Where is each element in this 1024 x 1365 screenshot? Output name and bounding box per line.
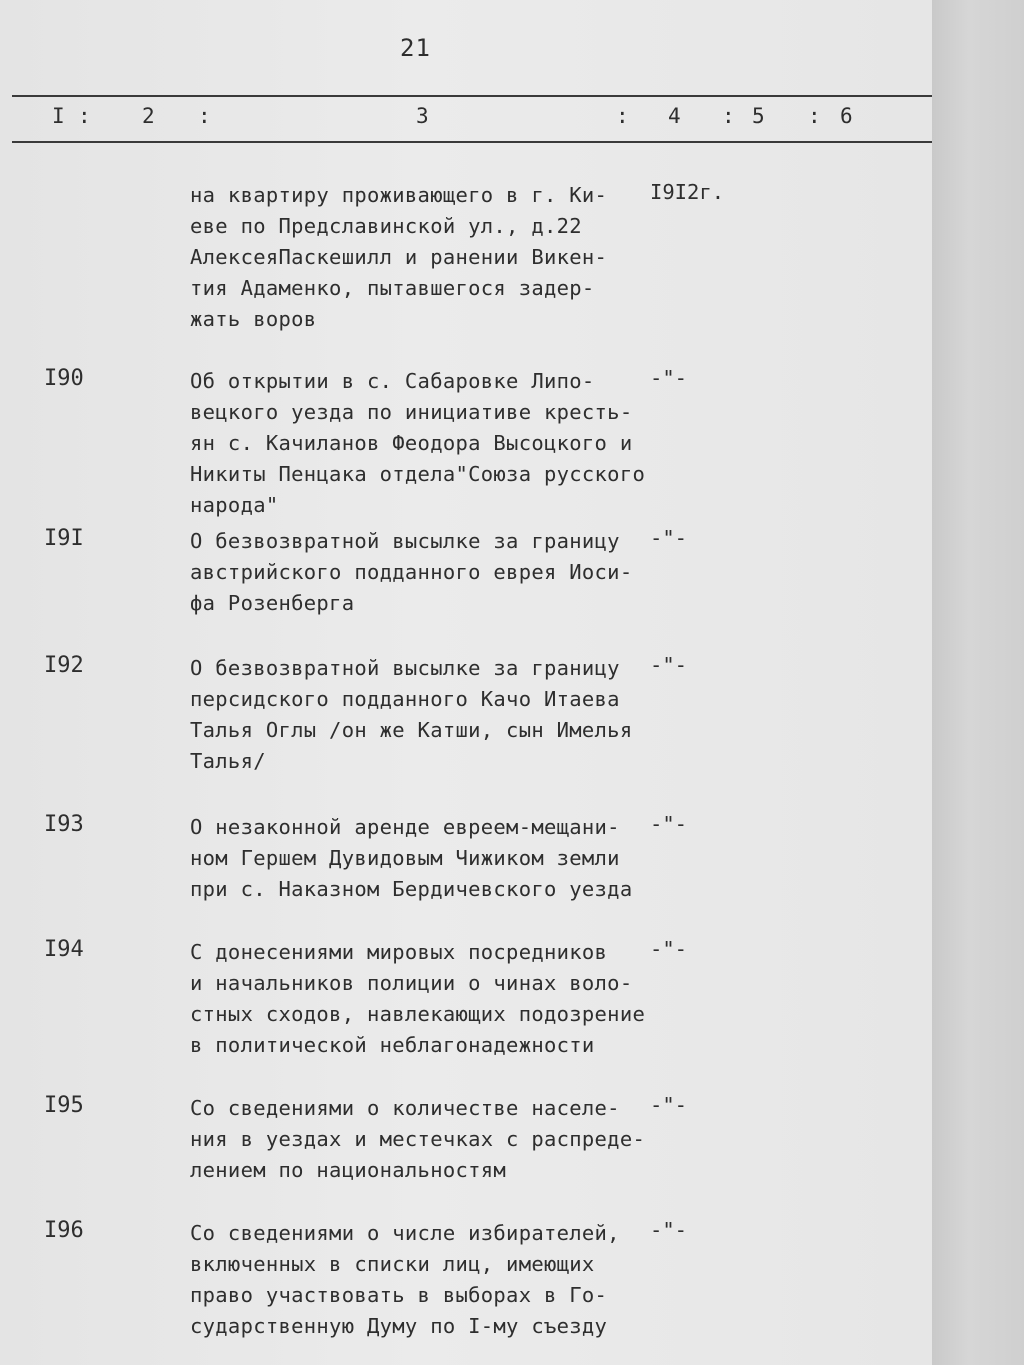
entry-number: I9I (44, 526, 84, 551)
entry-text: О незаконной аренде евреем-мещани- ном Гершем Дувидовым Чижиком земли при с. Наказном Бердичевского уезда (190, 815, 633, 901)
entry-year: -"- (650, 653, 688, 677)
column-separator: : (78, 104, 91, 128)
column-header-6: 6 (840, 104, 853, 128)
entry-number: I96 (44, 1218, 84, 1243)
entry-number: I93 (44, 812, 84, 837)
column-header-5: 5 (752, 104, 765, 128)
entry-year: -"- (650, 1218, 688, 1242)
entry-text: О безвозвратной высылке за границу персидского подданного Качо Итаева Талья Оглы /он же Катши, сын Имелья Талья/ (190, 656, 633, 773)
entry-text: Об открытии в с. Сабаровке Липо- вецкого уезда по инициативе кресть- ян с. Качиланов Феодора Высоцкого и Никиты Пенцака отдела"Союза русского народа" (190, 369, 646, 517)
header-bottom-rule (12, 141, 932, 143)
entry-number: I94 (44, 937, 84, 962)
column-header-1: I (52, 104, 65, 128)
header-top-rule (12, 95, 932, 97)
entry-text: Со сведениями о числе избирателей, включенных в списки лиц, имеющих право участвовать в выборах в Го- сударственную Думу по I-му съезду (190, 1221, 620, 1338)
column-separator: : (722, 104, 735, 128)
next-page-edge (932, 0, 1024, 1365)
column-separator: : (616, 104, 629, 128)
entry-text: Со сведениями о количестве населе- ния в уездах и местечках с распреде- лением по национальностям (190, 1096, 646, 1182)
entry-number: I90 (44, 366, 84, 391)
entry-text: С донесениями мировых посредников и начальников полиции о чинах воло- стных сходов, навлекающих подозрение в политической неблагонадежности (190, 940, 646, 1057)
column-separator: : (198, 104, 211, 128)
entry-year: -"- (650, 937, 688, 961)
page-number: 21 (400, 34, 431, 62)
entry-year: -"- (650, 1093, 688, 1117)
continued-entry-text: на квартиру проживающего в г. Ки- eве по Предславинской ул., д.22 АлексеяПаскешилл и ранении Викен- тия Адаменко, пытавшегося задер- жать воров (190, 183, 608, 331)
entry-number: I95 (44, 1093, 84, 1118)
column-separator: : (808, 104, 821, 128)
entry-year: -"- (650, 812, 688, 836)
column-header-3: 3 (416, 104, 429, 128)
entry-year: -"- (650, 526, 688, 550)
continued-entry-year: I9I2г. (650, 180, 725, 204)
column-header-4: 4 (668, 104, 681, 128)
entry-text: О безвозвратной высылке за границу австрийского подданного еврея Иоси- фа Розенберга (190, 529, 633, 615)
entry-year: -"- (650, 366, 688, 390)
column-header-2: 2 (142, 104, 155, 128)
entry-number: I92 (44, 653, 84, 678)
